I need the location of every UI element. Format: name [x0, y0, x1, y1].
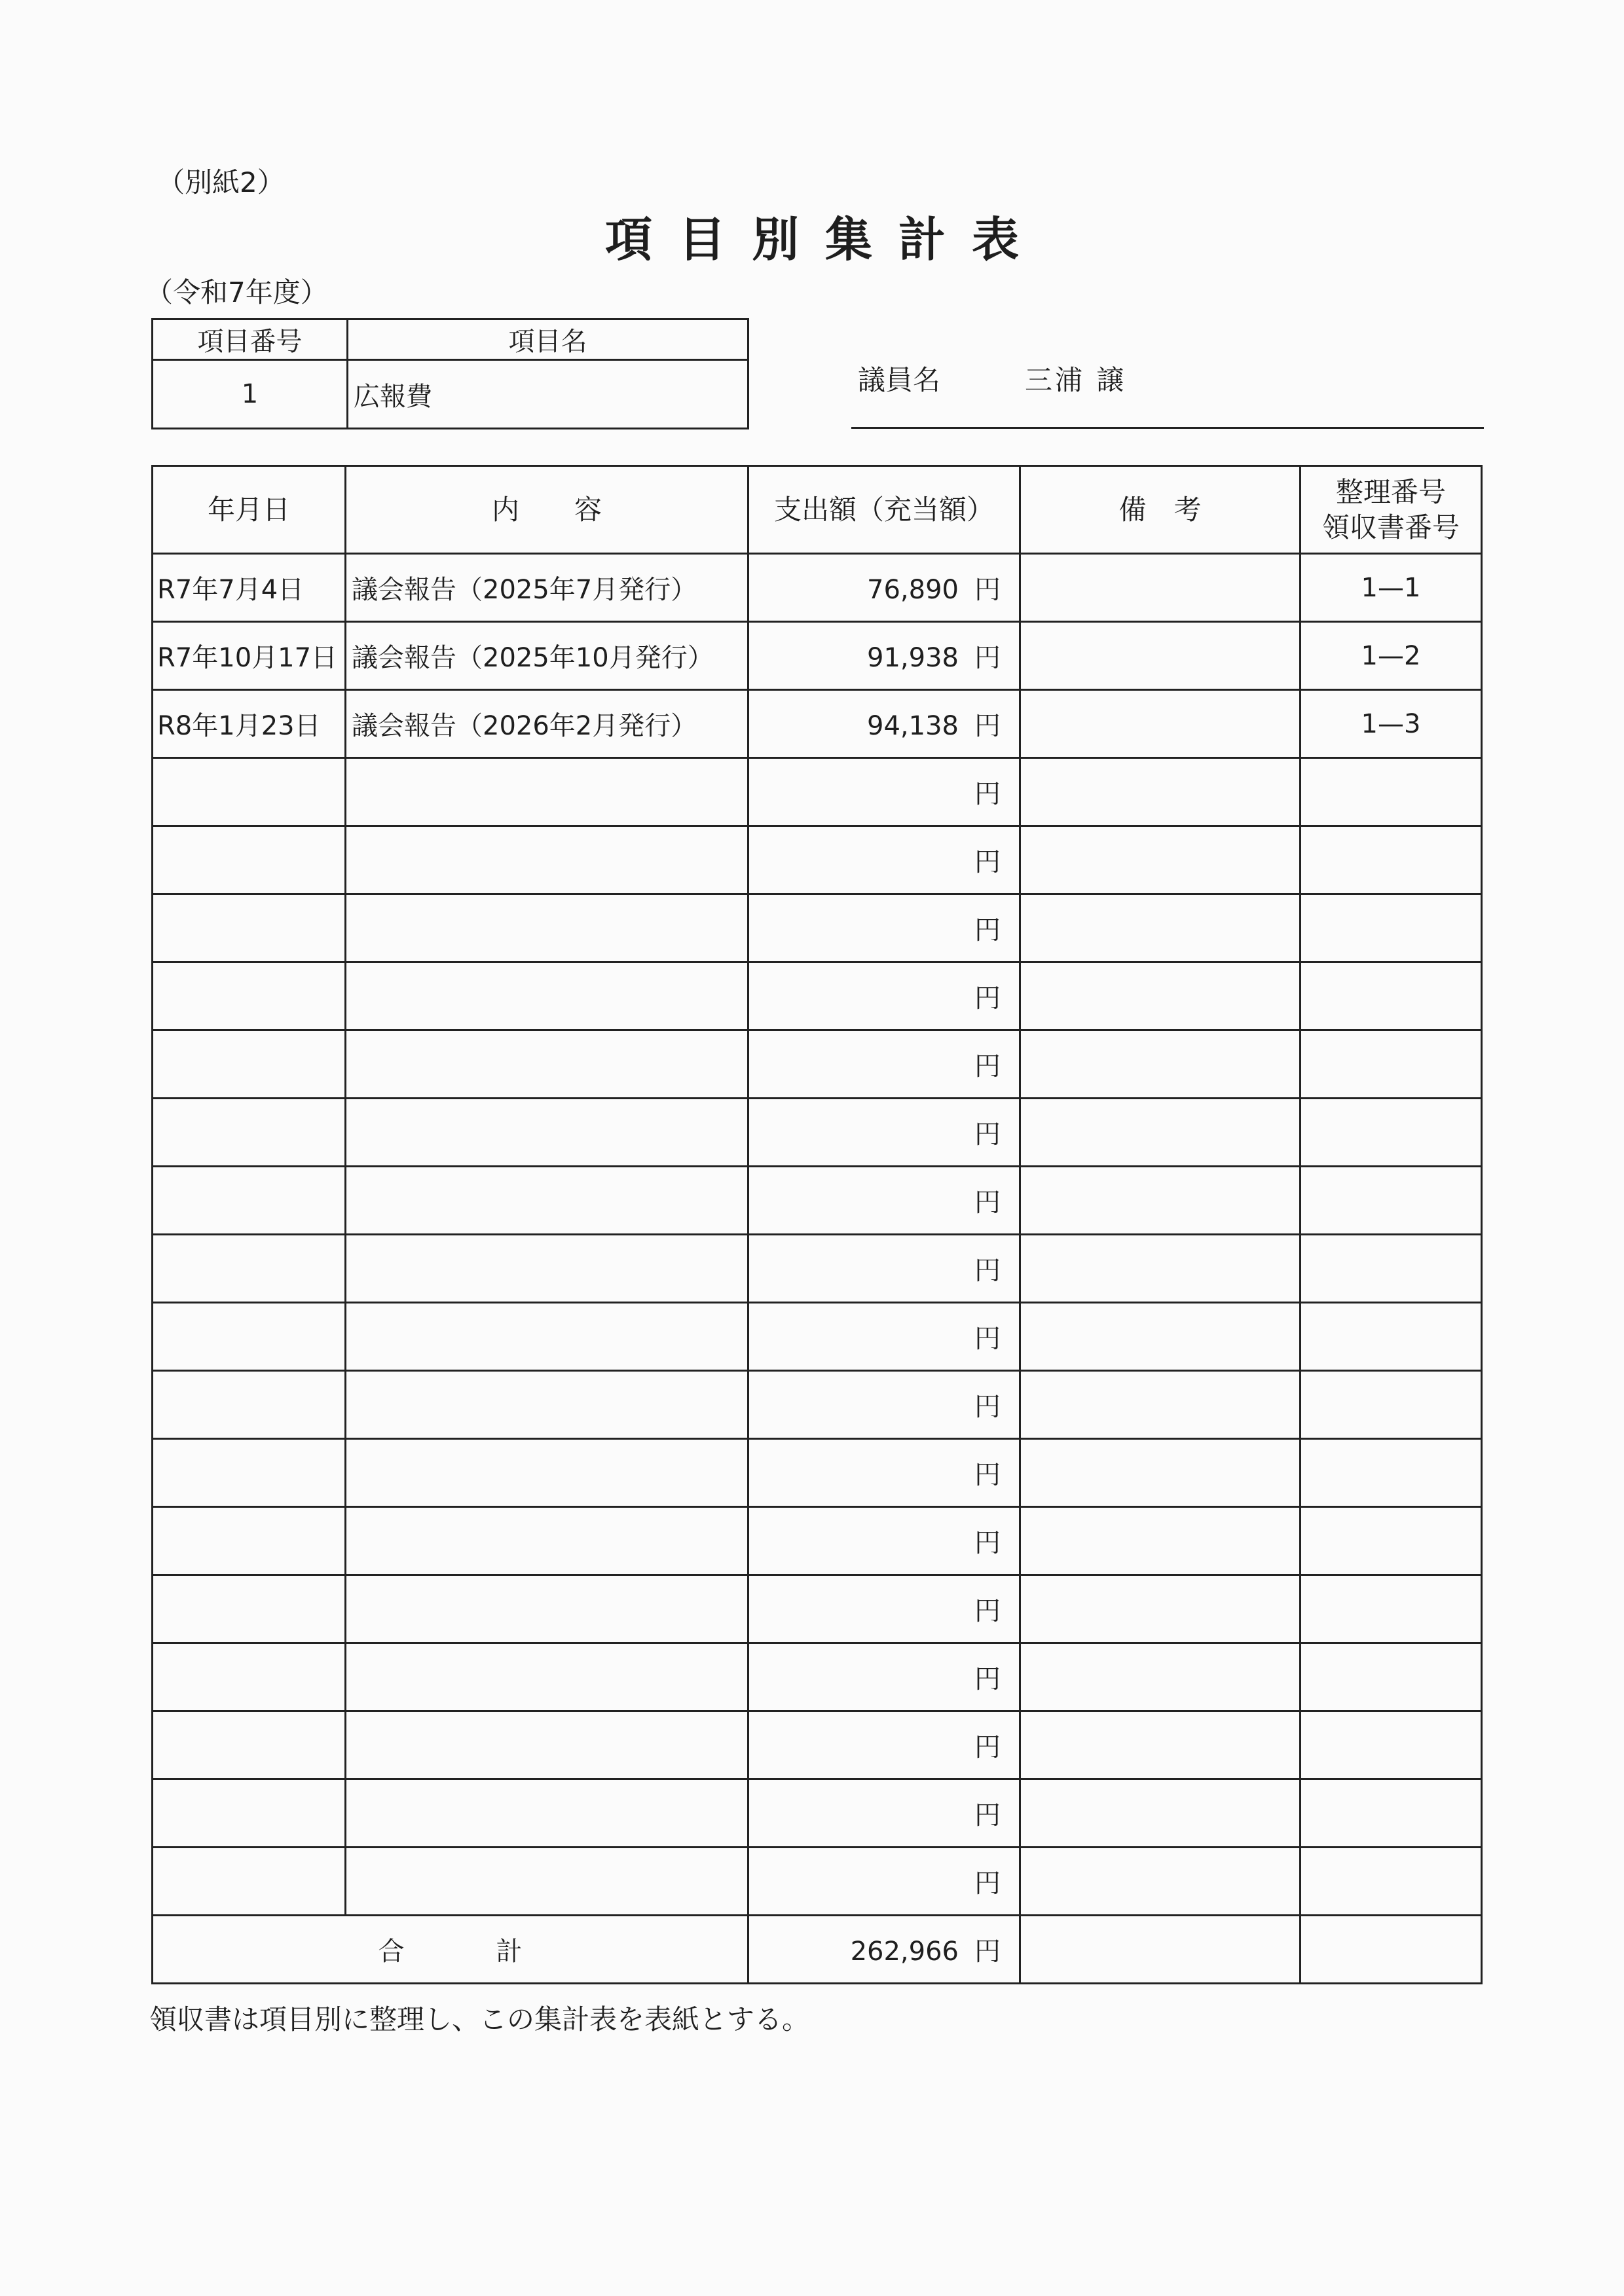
row-ref-number — [1301, 962, 1482, 1030]
row-amount-cell — [748, 1303, 1020, 1371]
row-date — [153, 1848, 346, 1916]
yen-unit: 円 — [974, 1868, 1001, 1899]
row-date — [153, 1575, 346, 1643]
table-row — [153, 1848, 1482, 1916]
row-date — [153, 1099, 346, 1167]
row-remarks — [1020, 1099, 1301, 1167]
yen-unit: 円 — [974, 1596, 1001, 1626]
table-row — [153, 826, 1482, 894]
yen-unit: 円 — [974, 847, 1001, 877]
row-ref-number — [1301, 1575, 1482, 1643]
content-header: 内 容 — [346, 466, 748, 554]
yen-unit: 円 — [974, 983, 1001, 1013]
row-amount-cell — [748, 554, 1020, 622]
table-row — [153, 1643, 1482, 1711]
member-name-underline — [851, 427, 1484, 429]
row-amount: 91,938 — [867, 643, 959, 673]
item-name-value: 広報費 — [348, 360, 748, 429]
row-ref-number: 1—2 — [1301, 622, 1482, 690]
row-remarks — [1020, 1371, 1301, 1439]
fiscal-year: （令和7年度） — [145, 276, 328, 308]
row-amount-cell — [748, 1030, 1020, 1099]
row-content: 議会報告（2026年2月発行） — [346, 690, 748, 758]
row-date — [153, 758, 346, 826]
row-amount-cell — [748, 1507, 1020, 1575]
row-content — [346, 962, 748, 1030]
table-row — [153, 894, 1482, 962]
row-remarks — [1020, 1303, 1301, 1371]
total-ref-cell — [1301, 1916, 1482, 1984]
row-remarks — [1020, 1848, 1301, 1916]
date-header: 年月日 — [153, 466, 346, 554]
row-date — [153, 894, 346, 962]
row-content — [346, 1235, 748, 1303]
row-amount: 94,138 — [867, 711, 959, 741]
item-number-value: 1 — [153, 360, 348, 429]
row-amount-cell — [748, 1371, 1020, 1439]
yen-unit: 円 — [974, 1051, 1001, 1082]
row-content — [346, 826, 748, 894]
row-date: R7年10月17日 — [153, 622, 346, 690]
row-amount-cell — [748, 1099, 1020, 1167]
page-title: 項目別集計表 — [604, 212, 1045, 267]
table-row — [153, 690, 1482, 758]
row-content — [346, 1507, 748, 1575]
row-content — [346, 1779, 748, 1848]
row-remarks — [1020, 1167, 1301, 1235]
row-amount-cell — [748, 690, 1020, 758]
yen-unit: 円 — [974, 1800, 1001, 1831]
row-remarks — [1020, 1575, 1301, 1643]
row-date: R7年7月4日 — [153, 554, 346, 622]
row-amount-cell — [748, 1711, 1020, 1779]
row-content — [346, 894, 748, 962]
row-amount-cell — [748, 1167, 1020, 1235]
row-remarks — [1020, 1779, 1301, 1848]
table-row — [153, 622, 1482, 690]
table-row — [153, 1575, 1482, 1643]
row-content — [346, 1371, 748, 1439]
item-table — [151, 318, 749, 429]
table-row — [153, 1779, 1482, 1848]
row-content: 議会報告（2025年7月発行） — [346, 554, 748, 622]
table-row — [153, 1167, 1482, 1235]
row-ref-number — [1301, 758, 1482, 826]
total-label: 合計 — [153, 1916, 748, 1984]
row-content: 議会報告（2025年10月発行） — [346, 622, 748, 690]
row-remarks — [1020, 826, 1301, 894]
row-amount-cell — [748, 1848, 1020, 1916]
yen-unit: 円 — [974, 1460, 1001, 1490]
row-content — [346, 1439, 748, 1507]
yen-unit: 円 — [974, 1324, 1001, 1354]
row-remarks — [1020, 1711, 1301, 1779]
row-date — [153, 962, 346, 1030]
member-label: 議員名 — [858, 364, 941, 396]
yen-unit: 円 — [974, 1392, 1001, 1422]
row-amount-cell — [748, 1439, 1020, 1507]
row-remarks — [1020, 622, 1301, 690]
row-date — [153, 1507, 346, 1575]
row-remarks — [1020, 962, 1301, 1030]
row-date — [153, 826, 346, 894]
total-amount-cell — [748, 1916, 1020, 1984]
table-row — [153, 1371, 1482, 1439]
row-content — [346, 1099, 748, 1167]
table-row — [153, 962, 1482, 1030]
row-ref-number — [1301, 1235, 1482, 1303]
row-date: R8年1月23日 — [153, 690, 346, 758]
table-row — [153, 1439, 1482, 1507]
yen-unit: 円 — [974, 643, 1001, 673]
row-ref-number — [1301, 1711, 1482, 1779]
yen-unit: 円 — [974, 1937, 1001, 1967]
row-content — [346, 1643, 748, 1711]
item-number-header: 項目番号 — [153, 319, 348, 360]
member-name: 三浦 譲 — [1025, 364, 1127, 396]
row-ref-number: 1—1 — [1301, 554, 1482, 622]
row-date — [153, 1303, 346, 1371]
row-remarks — [1020, 1643, 1301, 1711]
yen-unit: 円 — [974, 1732, 1001, 1762]
row-ref-number — [1301, 1507, 1482, 1575]
table-row — [153, 1303, 1482, 1371]
table-row — [153, 758, 1482, 826]
ref-header-line2: 領収書番号 — [1321, 511, 1460, 543]
yen-unit: 円 — [974, 575, 1001, 605]
row-ref-number — [1301, 1030, 1482, 1099]
row-content — [346, 1848, 748, 1916]
attachment-label: （別紙2） — [157, 166, 285, 198]
row-content — [346, 1711, 748, 1779]
row-ref-number — [1301, 1439, 1482, 1507]
row-amount-cell — [748, 962, 1020, 1030]
table-row — [153, 1507, 1482, 1575]
row-ref-number: 1—3 — [1301, 690, 1482, 758]
ref-header-line1: 整理番号 — [1335, 475, 1446, 508]
row-remarks — [1020, 1439, 1301, 1507]
yen-unit: 円 — [974, 1120, 1001, 1150]
row-date — [153, 1779, 346, 1848]
item-name-header: 項目名 — [348, 319, 748, 360]
row-content — [346, 1303, 748, 1371]
remarks-header: 備 考 — [1020, 466, 1301, 554]
row-date — [153, 1030, 346, 1099]
row-date — [153, 1167, 346, 1235]
row-ref-number — [1301, 1167, 1482, 1235]
row-amount-cell — [748, 1575, 1020, 1643]
total-remarks-cell — [1020, 1916, 1301, 1984]
yen-unit: 円 — [974, 779, 1001, 809]
row-amount-cell — [748, 1643, 1020, 1711]
row-amount-cell — [748, 1779, 1020, 1848]
row-amount-cell — [748, 758, 1020, 826]
footnote: 領収書は項目別に整理し、この集計表を表紙とする。 — [149, 2003, 810, 2035]
table-row — [153, 1030, 1482, 1099]
row-amount: 76,890 — [867, 575, 959, 605]
row-remarks — [1020, 1030, 1301, 1099]
summary-table — [151, 465, 1483, 1984]
yen-unit: 円 — [974, 1256, 1001, 1286]
row-ref-number — [1301, 1848, 1482, 1916]
yen-unit: 円 — [974, 1528, 1001, 1558]
row-remarks — [1020, 1507, 1301, 1575]
row-remarks — [1020, 758, 1301, 826]
row-date — [153, 1711, 346, 1779]
row-amount-cell — [748, 826, 1020, 894]
row-remarks — [1020, 554, 1301, 622]
table-row — [153, 1099, 1482, 1167]
row-ref-number — [1301, 1779, 1482, 1848]
row-date — [153, 1439, 346, 1507]
row-amount-cell — [748, 1235, 1020, 1303]
row-content — [346, 1030, 748, 1099]
table-row — [153, 1235, 1482, 1303]
row-content — [346, 1167, 748, 1235]
row-ref-number — [1301, 826, 1482, 894]
row-ref-number — [1301, 1099, 1482, 1167]
table-row — [153, 554, 1482, 622]
row-remarks — [1020, 894, 1301, 962]
yen-unit: 円 — [974, 711, 1001, 741]
row-remarks — [1020, 690, 1301, 758]
row-date — [153, 1371, 346, 1439]
row-ref-number — [1301, 1643, 1482, 1711]
row-amount-cell — [748, 894, 1020, 962]
row-remarks — [1020, 1235, 1301, 1303]
yen-unit: 円 — [974, 915, 1001, 945]
row-content — [346, 1575, 748, 1643]
ref-number-header — [1301, 466, 1482, 554]
amount-header: 支出額（充当額） — [748, 466, 1020, 554]
total-amount: 262,966 — [850, 1937, 959, 1967]
row-content — [346, 758, 748, 826]
row-ref-number — [1301, 1371, 1482, 1439]
yen-unit: 円 — [974, 1188, 1001, 1218]
table-row — [153, 1711, 1482, 1779]
row-ref-number — [1301, 1303, 1482, 1371]
row-date — [153, 1235, 346, 1303]
yen-unit: 円 — [974, 1664, 1001, 1694]
row-date — [153, 1643, 346, 1711]
row-amount-cell — [748, 622, 1020, 690]
row-ref-number — [1301, 894, 1482, 962]
